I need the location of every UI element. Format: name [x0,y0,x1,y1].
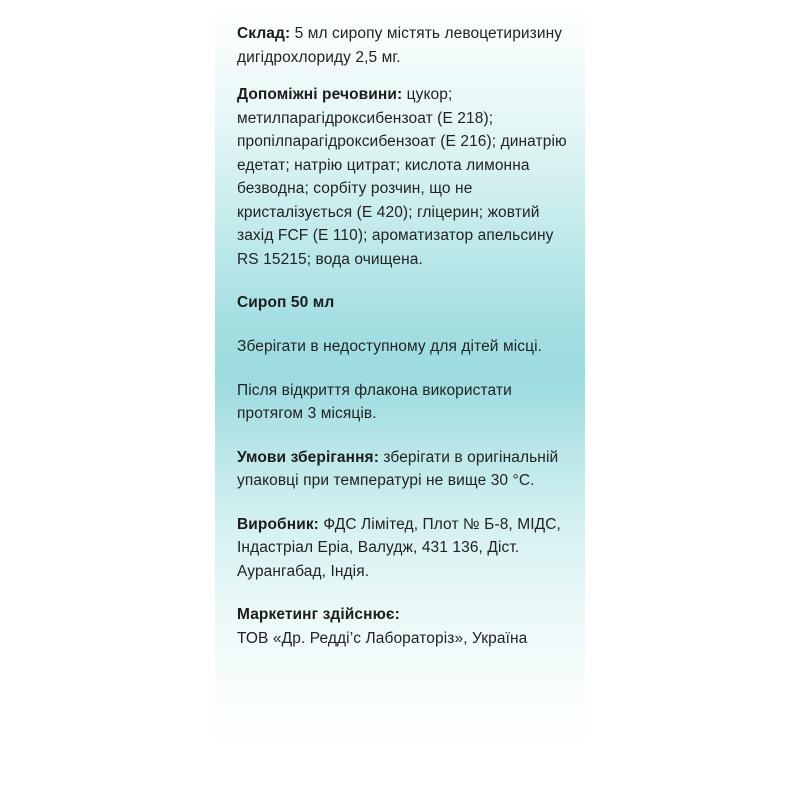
storage-children-text: Зберігати в недоступному для дітей місці. [237,338,543,356]
section-excipients [237,83,567,271]
excipients-text: цукор; метилпарагідроксибензоат (Е 218); пропілпарагідроксибензоат (Е 216); динатрію едетат; натрію цитрат; кислота лимонна безводна; сорбіту розчин, що не кристалізується (Е 420); гліцерин; жовтий захід FCF (Е 110); ароматизатор апельсину RS 15215; вода очищена. [237,86,567,268]
label-text-content [237,22,567,664]
section-marketing [237,603,567,650]
section-storage-conditions [237,446,567,493]
storage-conditions-paragraph [237,446,567,493]
after-opening-text: Після відкриття флакона використати протягом 3 місяців. [237,381,512,423]
excipients-lead: Допоміжні речовини: [237,86,403,104]
marketing-heading: Маркетинг здійснює: [237,606,400,624]
section-volume [237,291,567,315]
composition-paragraph [237,22,567,69]
section-storage-children [237,335,567,359]
volume-heading: Сироп 50 мл [237,294,335,312]
composition-lead: Склад: [237,25,291,42]
section-composition [237,22,567,69]
composition-text: 5 мл сиропу містять левоцетиризину дигідрохлориду 2,5 мг. [237,25,563,66]
excipients-paragraph [237,83,567,271]
manufacturer-paragraph [237,513,567,584]
marketing-text: ТОВ «Др. Редді’с Лабораторіз», Україна [237,629,528,647]
storage-conditions-text: зберігати в оригінальній упаковці при температурі не вище 30 °С. [237,448,559,490]
section-manufacturer [237,513,567,584]
manufacturer-text: ФДС Лімітед, Плот № Б-8, МІДС, Індастріал Еріа, Валудж, 431 136, Діст. Аурангабад, Індія. [237,515,561,580]
manufacturer-lead: Виробник: [237,515,319,533]
storage-conditions-lead: Умови зберігання: [237,448,379,466]
section-after-opening [237,379,567,426]
